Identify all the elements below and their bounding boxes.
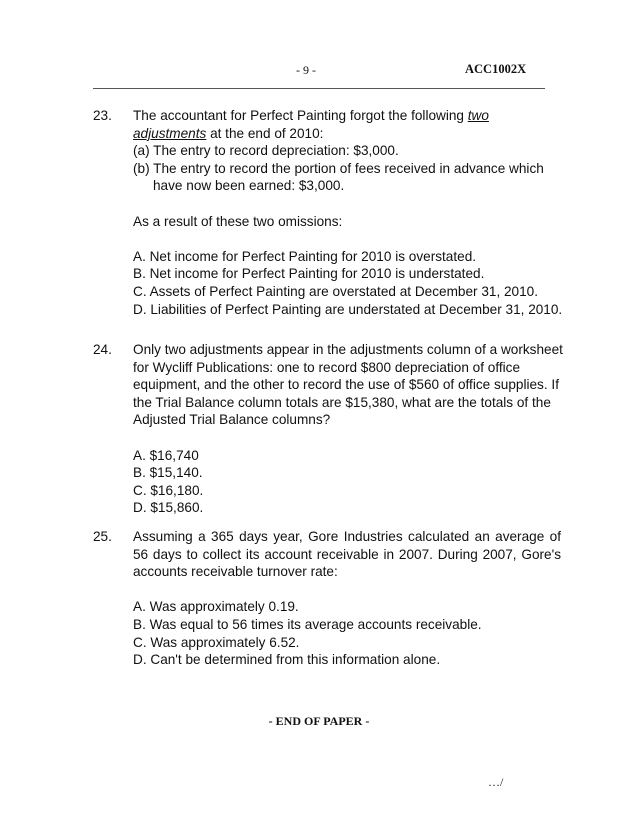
header-divider (93, 88, 545, 89)
answer-option: B. Net income for Perfect Painting for 2010 is understated. (133, 266, 485, 282)
answer-option: B. Was equal to 56 times its average accounts receivable. (133, 616, 482, 632)
answer-option: A. Net income for Perfect Painting for 2010 is overstated. (133, 248, 477, 264)
question-25 (93, 528, 563, 669)
answer-option: A. $16,740 (133, 447, 199, 463)
question-number: 24. (93, 342, 112, 357)
answer-option: C. Was approximately 6.52. (133, 634, 300, 650)
continuation-mark: …/ (488, 775, 504, 789)
answer-option: D. Liabilities of Perfect Painting are understated at December 31, 2010. (133, 301, 563, 317)
answer-option: D. Can't be determined from this information alone. (133, 652, 441, 668)
question-stem: Assuming a 365 days year, Gore Industries calculated an average of 56 days to collect its account receivable in 2007. During 2007, Gore's accounts receivable turnover rate: (133, 529, 561, 580)
question-stem (133, 107, 563, 142)
question-23 (93, 107, 563, 318)
omission-item: (a) The entry to record depreciation: $3,000. (133, 143, 399, 159)
question-number: 23. (93, 108, 112, 123)
question-prompt: As a result of these two omissions: (133, 213, 343, 229)
omission-item: (b) The entry to record the portion of fees received in advance which have now been earned: $3,000. (133, 160, 544, 194)
stem-text: at the end of 2010: (206, 125, 324, 141)
question-body (133, 528, 561, 669)
stem-text: The accountant for Perfect Painting forgot the following (133, 108, 468, 123)
answer-option: C. $16,180. (133, 482, 204, 498)
question-body (133, 341, 563, 517)
course-code: ACC1002X (465, 62, 527, 76)
answer-option: B. $15,140. (133, 465, 203, 481)
question-number: 25. (93, 529, 112, 544)
page-number: - 9 - (296, 63, 316, 77)
question-stem: Only two adjustments appear in the adjustments column of a worksheet for Wycliff Publications: one to record $800 depreciation of office equipment, and the other to record the use of $560 of office supplies. If the Trial Balance column totals are $15,380, what are the totals of the Adjusted Trial Balance columns? (133, 342, 563, 428)
stem-emphasis: two (467, 108, 489, 123)
end-of-paper: - END OF PAPER - (268, 714, 370, 728)
answer-option: C. Assets of Perfect Painting are overstated at December 31, 2010. (133, 283, 539, 299)
answer-option: A. Was approximately 0.19. (133, 599, 299, 615)
answer-option: D. $15,860. (133, 500, 204, 516)
question-body (133, 107, 563, 318)
stem-emphasis: adjustments (133, 125, 207, 141)
question-24 (93, 341, 563, 517)
